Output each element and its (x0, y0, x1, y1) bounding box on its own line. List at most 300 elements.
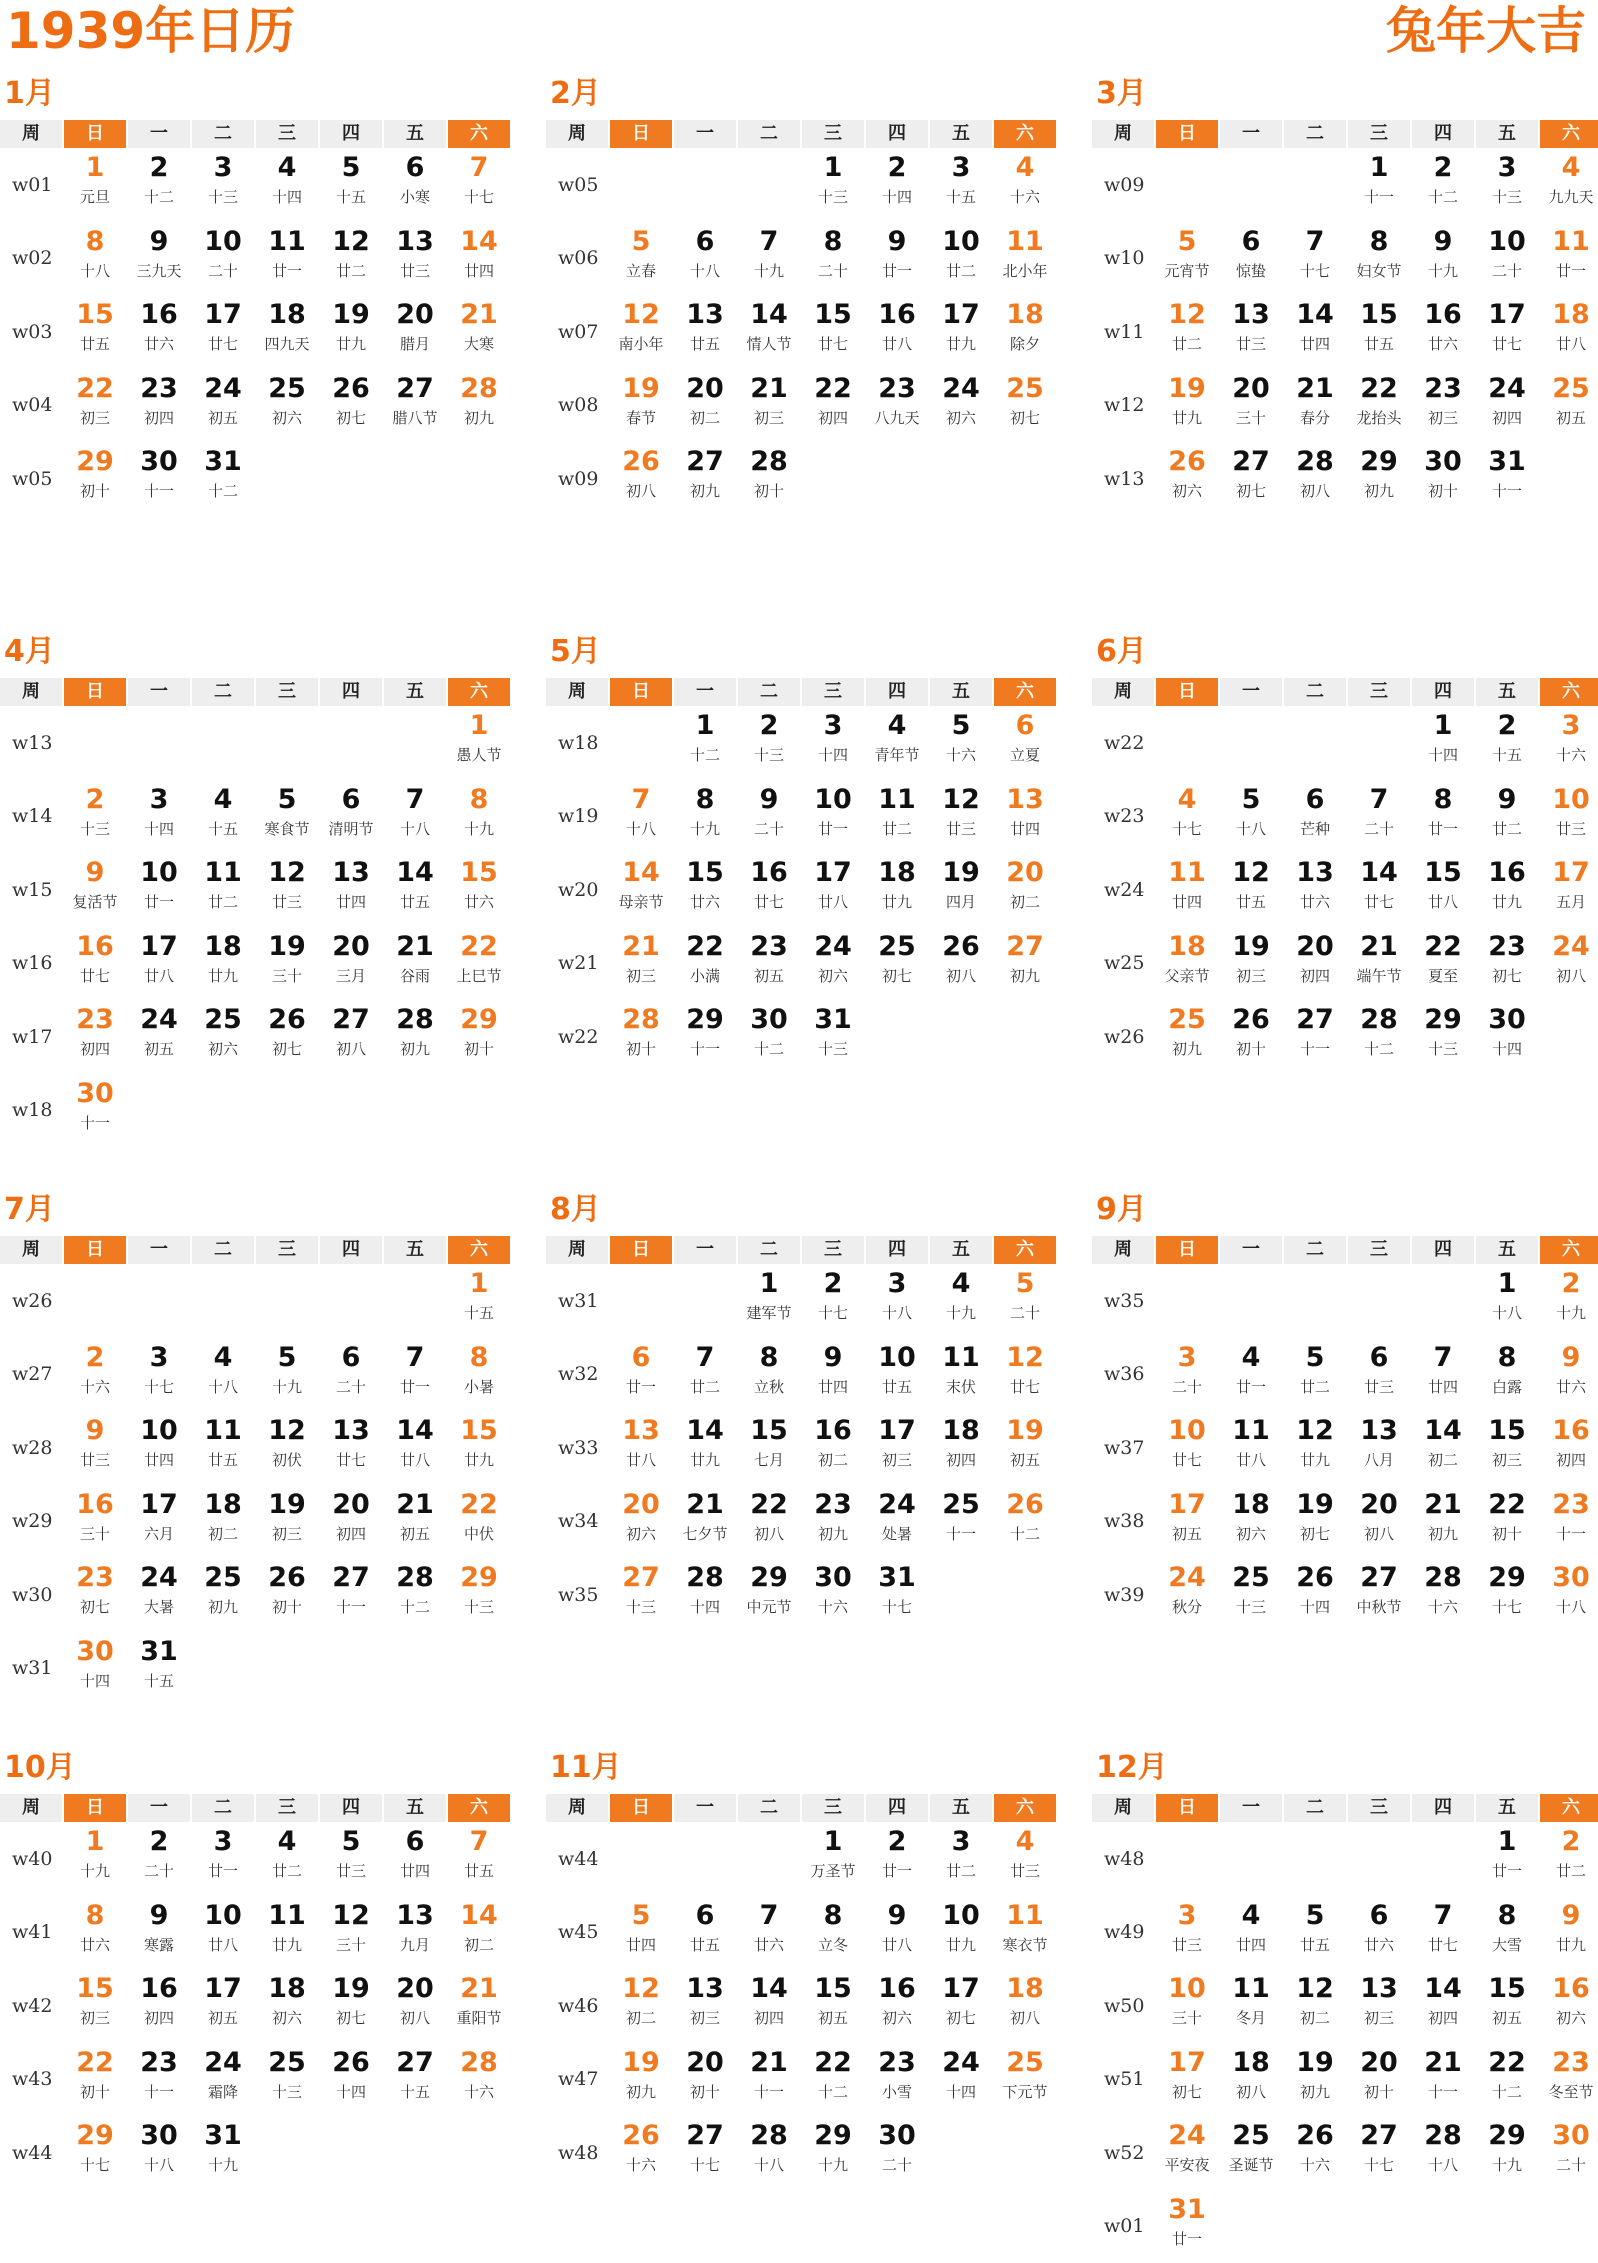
day-cell (1348, 1000, 1410, 1074)
week-row (546, 1969, 1060, 2043)
lunar-date: 十六 (984, 186, 1066, 208)
lunar-date: 廿五 (374, 891, 456, 913)
lunar-date: 初四 (1466, 407, 1548, 429)
day-cell (1348, 1558, 1410, 1632)
day-number: 9 (802, 1338, 864, 1376)
week-number-header: 周 (1092, 1236, 1154, 1264)
week-number: w42 (0, 1969, 62, 2043)
day-number: 4 (1220, 1896, 1282, 1934)
week-number: w32 (546, 1338, 608, 1412)
day-number: 17 (128, 1485, 190, 1523)
day-cell (674, 1338, 736, 1412)
week-number: w18 (546, 706, 608, 780)
lunar-date: 初十 (1338, 2081, 1420, 2103)
day-number: 25 (1540, 369, 1598, 407)
lunar-date: 初五 (728, 965, 810, 987)
day-number: 16 (1540, 1411, 1598, 1449)
day-number: 6 (320, 780, 382, 818)
lunar-date: 二十 (856, 2154, 938, 2176)
week-row (0, 148, 514, 222)
day-number: 12 (930, 780, 992, 818)
day-cell (320, 1558, 382, 1632)
lunar-date: 谷雨 (374, 965, 456, 987)
lunar-date: 廿九 (310, 333, 392, 355)
lunar-date: 初八 (1274, 480, 1356, 502)
lunar-date: 下元节 (984, 2081, 1066, 2103)
month-title: 9月 (1092, 1190, 1598, 1230)
day-cell (1284, 1969, 1346, 2043)
day-cell (64, 927, 126, 1001)
day-cell (384, 222, 446, 296)
lunar-date: 十一 (1530, 1523, 1598, 1545)
day-cell (256, 927, 318, 1001)
week-row (546, 2116, 1060, 2190)
weekday-header-cell: 三 (1348, 678, 1410, 706)
month-block (546, 1190, 1060, 1632)
day-cell (1220, 927, 1282, 1001)
lunar-date: 六月 (118, 1523, 200, 1545)
day-cell (192, 1485, 254, 1559)
lunar-date: 廿四 (792, 1376, 874, 1398)
lunar-date: 廿一 (792, 818, 874, 840)
lunar-date: 廿九 (1146, 407, 1228, 429)
day-cell (674, 780, 736, 854)
week-row (546, 1264, 1060, 1338)
day-cell (610, 853, 672, 927)
day-number: 12 (994, 1338, 1056, 1376)
empty-day-cell (802, 442, 864, 516)
day-cell (866, 927, 928, 1001)
lunar-date: 三十 (246, 965, 328, 987)
weekday-header-cell: 五 (384, 120, 446, 148)
day-number: 22 (738, 1485, 800, 1523)
lunar-date: 廿九 (1274, 1449, 1356, 1471)
lunar-date: 初十 (728, 480, 810, 502)
week-row (0, 1896, 514, 1970)
day-cell (448, 222, 510, 296)
day-cell (610, 780, 672, 854)
empty-day-cell (994, 1558, 1056, 1632)
day-number: 28 (1284, 442, 1346, 480)
day-number: 28 (610, 1000, 672, 1038)
lunar-date: 廿五 (1210, 891, 1292, 913)
day-cell (1540, 148, 1598, 222)
day-cell (192, 1822, 254, 1896)
lunar-date: 母亲节 (600, 891, 682, 913)
lunar-date: 十四 (1274, 1596, 1356, 1618)
day-cell (1156, 1000, 1218, 1074)
day-number: 13 (320, 853, 382, 891)
lunar-date: 小雪 (856, 2081, 938, 2103)
day-number: 12 (320, 1896, 382, 1934)
day-cell (64, 442, 126, 516)
weekday-header-cell: 一 (674, 1236, 736, 1264)
week-number-header: 周 (546, 1794, 608, 1822)
day-number: 7 (1284, 222, 1346, 260)
day-cell (1476, 2043, 1538, 2117)
day-number: 2 (1412, 148, 1474, 186)
day-cell (256, 1896, 318, 1970)
day-number: 1 (738, 1264, 800, 1302)
day-cell (1156, 1411, 1218, 1485)
day-number: 26 (1220, 1000, 1282, 1038)
day-cell (320, 1485, 382, 1559)
empty-day-cell (994, 2116, 1056, 2190)
lunar-date: 初十 (54, 2081, 136, 2103)
day-number: 26 (256, 1000, 318, 1038)
lunar-date: 腊月 (374, 333, 456, 355)
day-cell (802, 927, 864, 1001)
day-number: 5 (1284, 1896, 1346, 1934)
day-number: 26 (610, 442, 672, 480)
lunar-date: 七夕节 (664, 1523, 746, 1545)
lunar-date: 十四 (1402, 744, 1484, 766)
lunar-date: 初九 (600, 2081, 682, 2103)
day-number: 2 (128, 148, 190, 186)
lunar-date: 廿四 (1146, 891, 1228, 913)
day-number: 16 (1540, 1969, 1598, 2007)
day-number: 3 (192, 1822, 254, 1860)
day-cell (1476, 222, 1538, 296)
day-cell (930, 1264, 992, 1338)
weekday-header-cell: 日 (610, 678, 672, 706)
weekday-header-cell: 四 (320, 120, 382, 148)
week-number: w07 (546, 295, 608, 369)
week-row (0, 706, 514, 780)
lunar-date: 廿八 (856, 333, 938, 355)
day-cell (1476, 1896, 1538, 1970)
day-cell (994, 706, 1056, 780)
day-number: 30 (128, 442, 190, 480)
weekday-header (1092, 120, 1598, 148)
day-number: 12 (1156, 295, 1218, 333)
day-cell (320, 1822, 382, 1896)
day-number: 22 (448, 927, 510, 965)
day-number: 18 (1156, 927, 1218, 965)
day-number: 29 (1476, 1558, 1538, 1596)
lunar-date: 十一 (310, 1596, 392, 1618)
page-title: 1939年日历 (6, 0, 295, 62)
day-cell (610, 369, 672, 443)
lunar-date: 十二 (984, 1523, 1066, 1545)
day-number: 20 (674, 2043, 736, 2081)
week-row (0, 295, 514, 369)
day-number: 17 (1540, 853, 1598, 891)
lunar-date: 初五 (1146, 1523, 1228, 1545)
lunar-date: 廿四 (984, 818, 1066, 840)
month-title: 12月 (1092, 1748, 1598, 1788)
lunar-date: 圣诞节 (1210, 2154, 1292, 2176)
day-number: 14 (448, 222, 510, 260)
day-number: 1 (1412, 706, 1474, 744)
weekday-header (546, 120, 1060, 148)
day-number: 3 (802, 706, 864, 744)
day-number: 2 (738, 706, 800, 744)
day-number: 2 (1540, 1822, 1598, 1860)
lunar-date: 立秋 (728, 1376, 810, 1398)
lunar-date: 廿五 (1274, 1934, 1356, 1956)
lunar-date: 初七 (920, 2007, 1002, 2029)
lunar-date: 中秋节 (1338, 1596, 1420, 1618)
day-number: 5 (256, 1338, 318, 1376)
day-number: 13 (1348, 1969, 1410, 2007)
day-cell (866, 1558, 928, 1632)
day-cell (674, 2043, 736, 2117)
day-number: 18 (994, 1969, 1056, 2007)
day-number: 17 (930, 1969, 992, 2007)
lunar-date: 秋分 (1146, 1596, 1228, 1618)
day-cell (994, 1969, 1056, 2043)
lunar-date: 平安夜 (1146, 2154, 1228, 2176)
week-number: w41 (0, 1896, 62, 1970)
day-number: 14 (1412, 1969, 1474, 2007)
day-number: 17 (192, 295, 254, 333)
week-row (0, 1074, 514, 1148)
lunar-date: 父亲节 (1146, 965, 1228, 987)
day-number: 9 (128, 1896, 190, 1934)
empty-day-cell (674, 1264, 736, 1338)
week-row (546, 780, 1060, 854)
day-number: 18 (1540, 295, 1598, 333)
lunar-date: 廿二 (1274, 1376, 1356, 1398)
empty-day-cell (610, 706, 672, 780)
day-number: 3 (128, 780, 190, 818)
lunar-date: 初七 (984, 407, 1066, 429)
day-number: 23 (1540, 2043, 1598, 2081)
weekday-header-cell: 三 (256, 1794, 318, 1822)
day-number: 7 (448, 148, 510, 186)
day-cell (1540, 927, 1598, 1001)
week-row (0, 1558, 514, 1632)
day-cell (994, 1485, 1056, 1559)
day-number: 13 (1284, 853, 1346, 891)
lunar-date: 十二 (1338, 1038, 1420, 1060)
week-row (1092, 853, 1598, 927)
day-number: 15 (1476, 1411, 1538, 1449)
lunar-date: 廿三 (374, 260, 456, 282)
day-number: 3 (128, 1338, 190, 1376)
lunar-date: 廿八 (118, 965, 200, 987)
lunar-date: 初十 (1402, 480, 1484, 502)
lunar-date: 十七 (664, 2154, 746, 2176)
day-cell (1412, 2043, 1474, 2117)
week-row (0, 853, 514, 927)
lunar-date: 初三 (1466, 1449, 1548, 1471)
weekday-header-cell: 五 (930, 1236, 992, 1264)
lunar-date: 初四 (54, 1038, 136, 1060)
weekday-header-cell: 日 (610, 1794, 672, 1822)
day-number: 1 (64, 148, 126, 186)
day-cell (192, 442, 254, 516)
month-block (546, 632, 1060, 1074)
day-number: 9 (1540, 1338, 1598, 1376)
lunar-date: 初十 (246, 1596, 328, 1618)
lunar-date: 初六 (1210, 1523, 1292, 1545)
day-cell (930, 1969, 992, 2043)
day-number: 18 (192, 1485, 254, 1523)
day-number: 17 (192, 1969, 254, 2007)
day-cell (1476, 2116, 1538, 2190)
day-number: 14 (384, 1411, 446, 1449)
lunar-date: 初四 (728, 2007, 810, 2029)
lunar-date: 廿一 (1210, 1376, 1292, 1398)
lunar-date: 廿四 (374, 1860, 456, 1882)
empty-day-cell (128, 1074, 190, 1148)
day-cell (1540, 295, 1598, 369)
day-cell (1412, 1969, 1474, 2043)
day-cell (128, 442, 190, 516)
month-block (0, 1190, 514, 1705)
day-number: 1 (64, 1822, 126, 1860)
lunar-date: 初五 (118, 1038, 200, 1060)
day-cell (192, 369, 254, 443)
day-number: 25 (192, 1558, 254, 1596)
day-cell (802, 1558, 864, 1632)
week-number: w03 (0, 295, 62, 369)
day-cell (1540, 1338, 1598, 1412)
day-number: 3 (930, 1822, 992, 1860)
day-cell (866, 222, 928, 296)
day-cell (320, 1411, 382, 1485)
day-number: 12 (610, 1969, 672, 2007)
day-cell (1348, 442, 1410, 516)
day-number: 29 (1412, 1000, 1474, 1038)
day-number: 19 (1156, 369, 1218, 407)
lunar-date: 中伏 (438, 1523, 520, 1545)
day-number: 13 (320, 1411, 382, 1449)
empty-day-cell (320, 1264, 382, 1338)
lunar-date: 廿三 (920, 818, 1002, 840)
lunar-date: 廿五 (54, 333, 136, 355)
lunar-date: 十七 (856, 1596, 938, 1618)
day-number: 31 (192, 2116, 254, 2154)
lunar-date: 二十 (182, 260, 264, 282)
day-number: 4 (256, 1822, 318, 1860)
empty-day-cell (1540, 2190, 1598, 2263)
empty-day-cell (1156, 1822, 1218, 1896)
lunar-date: 建军节 (728, 1302, 810, 1324)
day-number: 6 (1348, 1338, 1410, 1376)
day-cell (994, 222, 1056, 296)
day-number: 10 (1540, 780, 1598, 818)
day-number: 23 (802, 1485, 864, 1523)
day-cell (64, 369, 126, 443)
week-number-header: 周 (1092, 1794, 1154, 1822)
day-number: 20 (384, 1969, 446, 2007)
day-number: 30 (738, 1000, 800, 1038)
day-number: 15 (448, 853, 510, 891)
day-cell (802, 148, 864, 222)
day-number: 24 (128, 1558, 190, 1596)
weekday-header-cell: 六 (994, 1794, 1056, 1822)
page-motto: 兔年大吉 (1386, 0, 1586, 62)
day-number: 27 (384, 2043, 446, 2081)
day-number: 19 (610, 369, 672, 407)
day-number: 19 (930, 853, 992, 891)
day-cell (1156, 369, 1218, 443)
month-title: 10月 (0, 1748, 514, 1788)
day-cell (994, 369, 1056, 443)
weekday-header-cell: 五 (384, 678, 446, 706)
lunar-date: 初五 (792, 2007, 874, 2029)
month-block (546, 74, 1060, 516)
lunar-date: 廿一 (374, 1376, 456, 1398)
day-cell (738, 222, 800, 296)
day-cell (930, 148, 992, 222)
lunar-date: 廿六 (1402, 333, 1484, 355)
day-cell (1284, 1558, 1346, 1632)
day-number: 11 (192, 853, 254, 891)
day-number: 8 (802, 1896, 864, 1934)
week-row (1092, 1822, 1598, 1896)
day-cell (1540, 1411, 1598, 1485)
day-cell (994, 853, 1056, 927)
empty-day-cell (448, 1632, 510, 1706)
day-cell (192, 1896, 254, 1970)
weekday-header-cell: 三 (1348, 1794, 1410, 1822)
day-cell (802, 2116, 864, 2190)
week-number: w09 (1092, 148, 1154, 222)
day-number: 8 (674, 780, 736, 818)
empty-day-cell (320, 2116, 382, 2190)
lunar-date: 十六 (438, 2081, 520, 2103)
day-cell (802, 1411, 864, 1485)
day-number: 28 (448, 2043, 510, 2081)
week-number: w25 (1092, 927, 1154, 1001)
day-cell (448, 1896, 510, 1970)
day-number: 6 (1348, 1896, 1410, 1934)
day-number: 24 (1476, 369, 1538, 407)
empty-day-cell (1220, 1264, 1282, 1338)
day-cell (930, 853, 992, 927)
day-cell (1284, 222, 1346, 296)
lunar-date: 十五 (310, 186, 392, 208)
week-number: w08 (546, 369, 608, 443)
lunar-date: 廿一 (246, 260, 328, 282)
day-cell (256, 2043, 318, 2117)
day-cell (1156, 1558, 1218, 1632)
day-number: 29 (1348, 442, 1410, 480)
day-number: 18 (1220, 1485, 1282, 1523)
lunar-date: 冬至节 (1530, 2081, 1598, 2103)
weekday-header-cell: 二 (192, 678, 254, 706)
day-number: 25 (256, 2043, 318, 2081)
lunar-date: 廿六 (54, 1934, 136, 1956)
day-cell (1220, 1558, 1282, 1632)
weekday-header-cell: 六 (994, 120, 1056, 148)
empty-day-cell (192, 706, 254, 780)
lunar-date: 四九天 (246, 333, 328, 355)
day-cell (384, 1822, 446, 1896)
lunar-date: 廿六 (728, 1934, 810, 1956)
lunar-date: 十五 (1466, 744, 1548, 766)
empty-day-cell (1156, 148, 1218, 222)
empty-day-cell (674, 1822, 736, 1896)
lunar-date: 大寒 (438, 333, 520, 355)
day-number: 4 (192, 780, 254, 818)
day-cell (64, 222, 126, 296)
day-number: 11 (994, 1896, 1056, 1934)
day-cell (610, 1558, 672, 1632)
day-number: 12 (610, 295, 672, 333)
day-number: 21 (1348, 927, 1410, 965)
day-cell (192, 148, 254, 222)
lunar-date: 廿二 (920, 260, 1002, 282)
day-number: 10 (192, 1896, 254, 1934)
day-number: 29 (448, 1000, 510, 1038)
lunar-date: 霜降 (182, 2081, 264, 2103)
lunar-date: 十九 (792, 2154, 874, 2176)
